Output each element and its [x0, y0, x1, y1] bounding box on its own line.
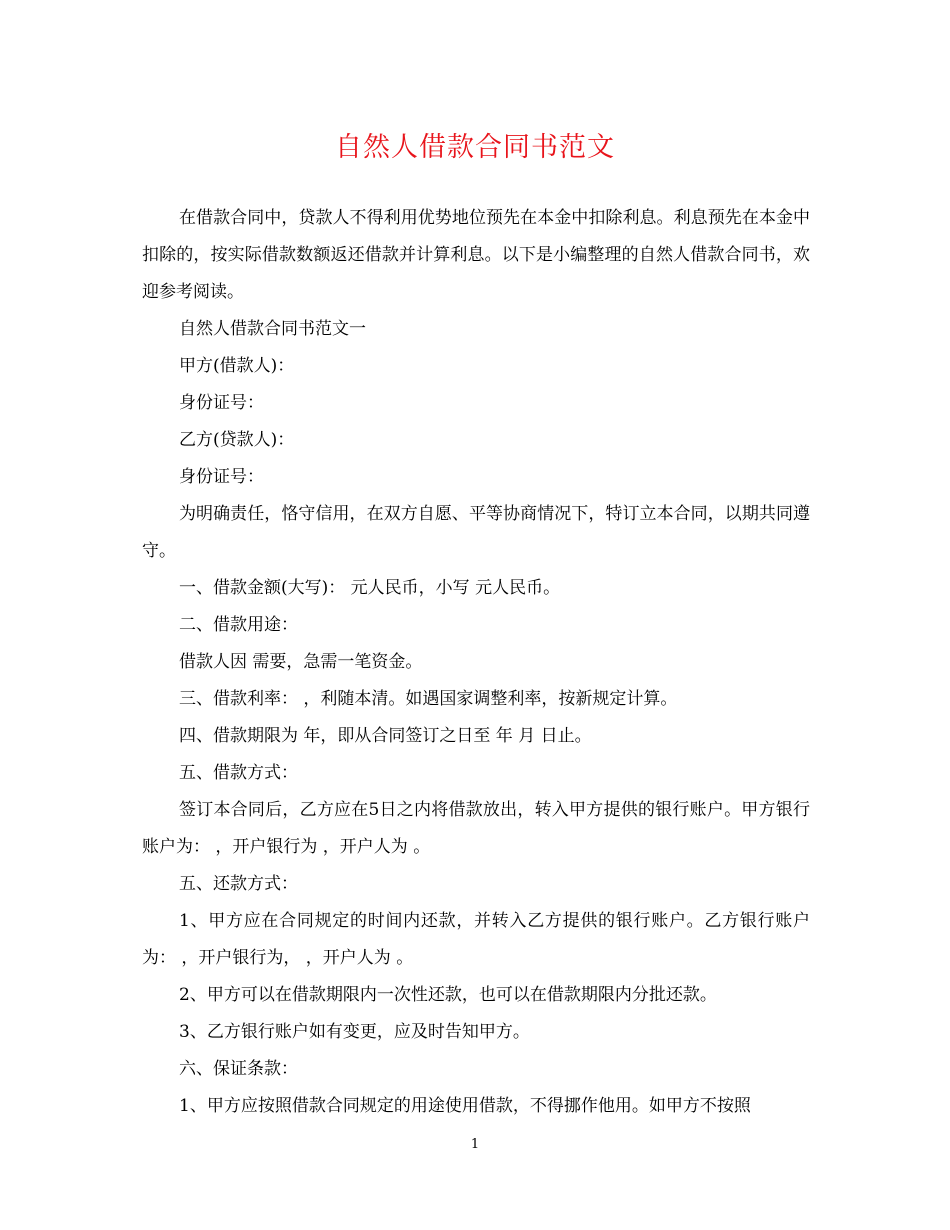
page-number: 1 — [470, 1137, 480, 1152]
paragraph-clause-repayment: 五、还款方式： — [179, 874, 298, 894]
paragraph-clause-use: 二、借款用途： — [179, 615, 298, 635]
paragraph-clause-term: 四、借款期限为 年，即从合同签订之日至 年 月 日止。 — [179, 726, 592, 746]
paragraph-method-detail: 签订本合同后，乙方应在5日之内将借款放出，转入甲方提供的银行账户。甲方银行账户为： ，开户银行为 ，开户人为 。 — [142, 800, 810, 857]
paragraph-clause-method: 五、借款方式： — [179, 763, 298, 783]
document-title: 自然人借款合同书范文 — [335, 132, 615, 163]
paragraph-intro: 在借款合同中，贷款人不得利用优势地位预先在本金中扣除利息。利息预先在本金中扣除的，按实际借款数额返还借款并计算利息。以下是小编整理的自然人借款合同书，欢迎参考阅读。 — [142, 208, 810, 302]
paragraph-use-detail: 借款人因 需要，急需一笔资金。 — [179, 652, 423, 672]
paragraph-heading-example-one: 自然人借款合同书范文一 — [179, 319, 366, 339]
paragraph-clause-amount: 一、借款金额(大写)： 元人民币，小写 元人民币。 — [179, 578, 561, 598]
paragraph-repayment-1: 1、甲方应在合同规定的时间内还款，并转入乙方提供的银行账户。乙方银行账户为： ，开户银行为， ，开户人为 。 — [142, 911, 810, 968]
paragraph-party-b: 乙方(贷款人)： — [179, 430, 295, 450]
paragraph-clause-guarantee: 六、保证条款： — [179, 1059, 298, 1079]
paragraph-repayment-2: 2、甲方可以在借款期限内一次性还款，也可以在借款期限内分批还款。 — [179, 985, 717, 1005]
paragraph-clause-rate: 三、借款利率： ，利随本清。如遇国家调整利率，按新规定计算。 — [179, 689, 678, 709]
paragraph-repayment-3: 3、乙方银行账户如有变更，应及时告知甲方。 — [179, 1022, 530, 1042]
document-body — [142, 200, 810, 1125]
paragraph-party-b-id: 身份证号： — [179, 467, 264, 487]
paragraph-purpose: 为明确责任，恪守信用，在双方自愿、平等协商情况下，特订立本合同，以期共同遵守。 — [142, 504, 810, 561]
paragraph-party-a-id: 身份证号： — [179, 393, 264, 413]
paragraph-guarantee-1: 1、甲方应按照借款合同规定的用途使用借款，不得挪作他用。如甲方不按照 — [179, 1096, 751, 1116]
paragraph-party-a: 甲方(借款人)： — [179, 356, 295, 376]
